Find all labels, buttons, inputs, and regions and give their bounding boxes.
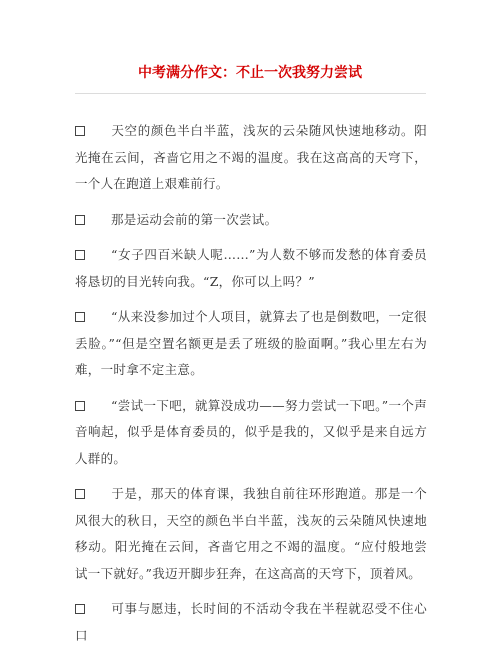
checkbox-square-icon [75, 401, 85, 411]
checkbox-square-icon [75, 489, 85, 499]
paragraph [75, 207, 427, 234]
paragraph [75, 393, 427, 473]
paragraph [75, 118, 427, 198]
paragraph-text: “尝试一下吧，就算没成功——努力尝试一下吧。”一个声音响起，似乎是体育委员的，似乎是我的，又似乎是来自远方人群的。 [75, 397, 427, 466]
checkbox-square-icon [75, 250, 85, 260]
paragraph [75, 481, 427, 587]
paragraph [75, 304, 427, 384]
article-body [75, 118, 427, 658]
checkbox-square-icon [75, 604, 85, 614]
checkbox-square-icon [75, 126, 85, 136]
checkbox-square-icon [75, 312, 85, 322]
paragraph [75, 596, 427, 649]
paragraph-text: “女子四百米缺人呢……”为人数不够而发愁的体育委员将恳切的目光转向我。“Z，你可以上吗？” [75, 247, 427, 289]
paragraph-text: 可事与愿违，长时间的不活动令我在半程就忍受不住心口 [75, 601, 427, 643]
paragraph [75, 242, 427, 295]
article-title: 中考满分作文：不止一次我努力尝试 [138, 65, 362, 81]
paragraph-text: 天空的颜色半白半蓝，浅灰的云朵随风快速地移动。阳光掩在云间，吝啬它用之不竭的温度。我在这高高的天穹下，一个人在跑道上艰难前行。 [75, 123, 427, 191]
paragraph-text: 那是运动会前的第一次尝试。 [111, 211, 278, 227]
checkbox-square-icon [75, 215, 85, 225]
paragraph-text: “从来没参加过个人项目，就算去了也是倒数吧，一定很丢脸。”“但是空置名额更是丢了班级的脸面啊。”我心里左右为难，一时拿不定主意。 [75, 309, 427, 377]
paragraph-text: 于是，那天的体育课，我独自前往环形跑道。那是一个风很大的秋日，天空的颜色半白半蓝，浅灰的云朵随风快速地移动。阳光掩在云间，吝啬它用之不竭的温度。“应付般地尝试一下就好。”我迈开脚步狂奔，在这高高的天穹下，顶着风。 [75, 486, 427, 581]
title-divider [75, 93, 426, 94]
